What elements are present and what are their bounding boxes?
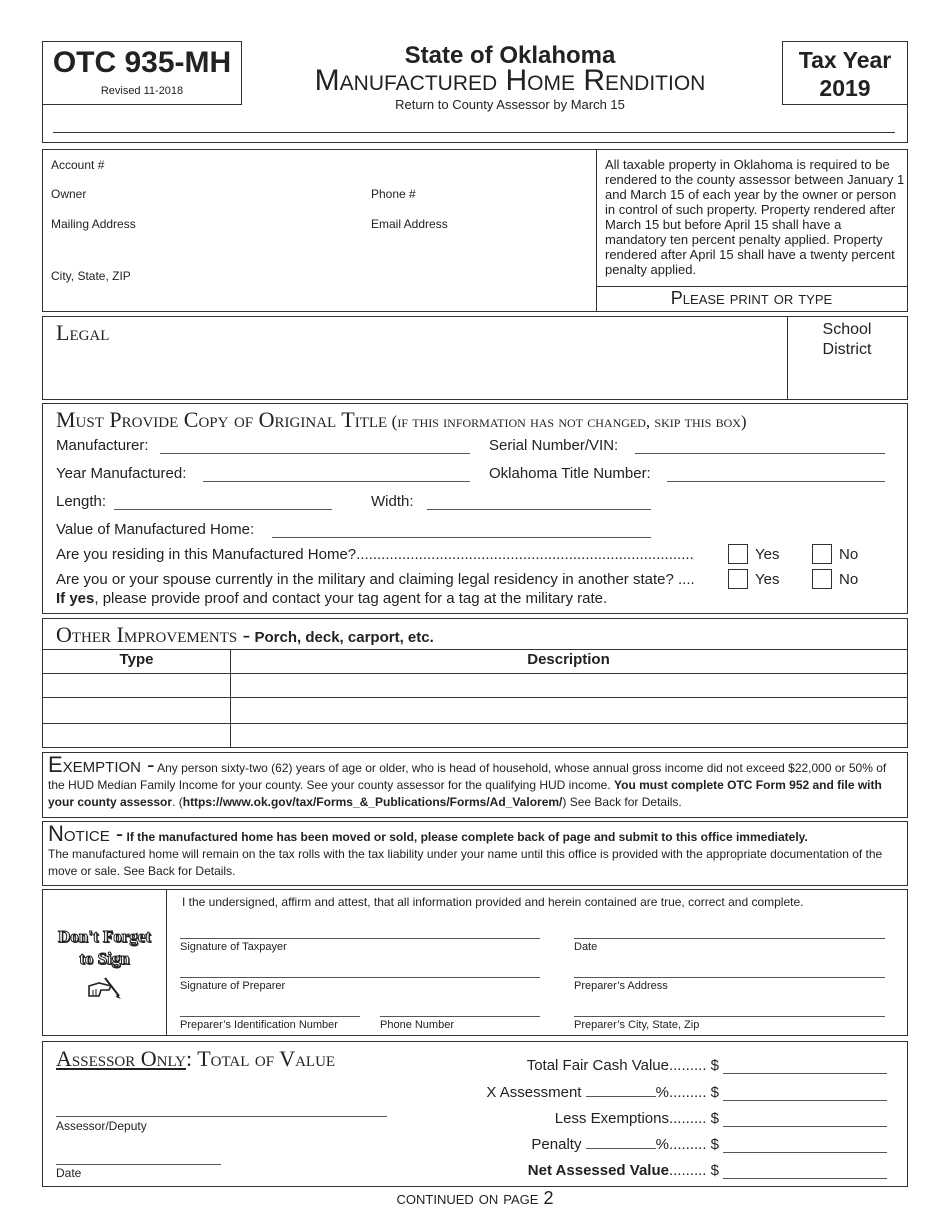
mailing-label: Mailing Address [51,217,136,231]
form-title: Manufactured Home Rendition [314,64,706,97]
manufacturer-label: Manufacturer: [56,437,149,454]
length-line [114,509,332,510]
penalty-line[interactable] [723,1152,887,1153]
deputy-label: Assessor/Deputy [56,1119,147,1133]
x-assessment-line[interactable] [723,1100,887,1101]
phone-line[interactable] [380,1016,540,1017]
fair-cash-label: Total Fair Cash Value......... $ [526,1057,719,1074]
col-desc-header: Description [527,651,610,668]
ok-title-label: Oklahoma Title Number: [489,465,651,482]
taxpayer-signature-line[interactable] [180,938,540,939]
less-exemptions-label: Less Exemptions......... $ [554,1110,719,1127]
improvements-heading [56,622,434,648]
legal-title: Legal [56,320,110,345]
assessor-date-line[interactable] [56,1164,221,1165]
legal-section [42,316,908,400]
preparer-id-line[interactable] [180,1016,360,1017]
value-line [272,537,651,538]
title-heading-note: (if this information has not changed, skip this box) [391,412,747,431]
state-name: State of Oklahoma [404,42,616,69]
assessor-heading [56,1046,335,1072]
city-label: City, State, ZIP [51,269,131,283]
width-line [427,509,651,510]
improvement-row[interactable] [43,724,907,746]
sign-reminder [43,926,166,970]
preparer-address-line[interactable] [574,977,885,978]
signature-section [42,889,908,1036]
preparer-signature-line[interactable] [180,977,540,978]
form-number: OTC 935-MH [52,46,232,79]
net-assessed-line[interactable] [723,1178,887,1179]
return-by: Return to County Assessor by March 15 [395,97,625,112]
less-exemptions-line[interactable] [723,1126,887,1127]
preparer-address-label: Preparer’s Address [574,980,668,992]
net-assessed-label: Net Assessed Value......... $ [527,1162,719,1179]
rendition-notice: All taxable property in Oklahoma is required to be rendered to the county assessor between January 1 and March 15 of each year by the owner or person in control of such property. Property rendered after March 15 but before April 15 shall have a mandatory ten percent penalty applied. Property rendered after April 15 shall have a twenty percent penalty applied. [605,157,905,277]
exemption-heading: Exemption - [48,752,155,777]
school-label-1: School [822,321,872,338]
military-yes-label: Yes [755,571,780,588]
exemption-section [42,752,908,818]
pen-hand-icon [85,974,125,1002]
value-label: Value of Manufactured Home: [56,521,255,538]
owner-label: Owner [51,187,87,201]
improvement-row[interactable] [43,698,907,722]
assessor-section [42,1041,908,1187]
phone-label: Phone # [371,187,416,201]
print-or-type: Please print or type [670,288,833,308]
title-section [42,403,908,614]
serial-line [635,453,885,454]
affirm-statement: I the undersigned, affirm and attest, that all information provided and herein contained are true, correct and complete. [182,895,804,909]
length-label: Length: [56,493,107,510]
improvements-note: Porch, deck, carport, etc. [254,629,434,646]
assessor-heading-underlined: Assessor Only [56,1046,186,1071]
school-label-2: District [822,341,872,358]
military-no-label: No [839,571,859,588]
residing-no-checkbox[interactable] [812,544,832,564]
military-no-checkbox[interactable] [812,569,832,589]
taxpayer-signature-label: Signature of Taxpayer [180,941,287,953]
forms-url[interactable]: https://www.ok.gov/tax/Forms_&_Publications/Forms/Ad_Valorem/ [182,795,563,809]
email-label: Email Address [371,217,448,231]
preparer-id-label: Preparer’s Identification Number [180,1019,338,1031]
residing-question: Are you residing in this Manufactured Home?................................................................................. [56,546,694,563]
revised-date: Revised 11-2018 [100,85,184,97]
phone-label: Phone Number [380,1019,454,1031]
width-label: Width: [371,493,414,510]
improvements-title: Other Improvements - [56,622,251,647]
exemption-text: Exemption - Any person sixty-two (62) years of age or older, who is head of household, whose annual gross income did not exceed $22,000 or 50% of the HUD Median Family Income for your county. See your county assessor for the qualifying HUD income. You must complete OTC Form 952 and file with your county assessor. (https://www.ok.gov/tax/Forms_&_Publications/Forms/Ad_Valorem/) See Back for Details. [48,752,887,809]
residing-yes-label: Yes [755,546,780,563]
preparer-city-label: Preparer’s City, State, Zip [574,1019,700,1031]
military-question: Are you or your spouse currently in the military and claiming legal residency in another state? .... [56,571,695,588]
col-type-header: Type [119,651,154,668]
reminder-line-2: to Sign [79,949,130,968]
year-line [203,481,470,482]
account-label: Account # [51,158,105,172]
assessor-heading-rest: : Total of Value [185,1046,336,1071]
assessor-date-label: Date [56,1166,82,1180]
manufacturer-line [160,453,470,454]
year-label: Year Manufactured: [56,465,187,482]
residing-no-label: No [839,546,859,563]
date-label: Date [574,941,598,953]
tax-year-box [782,41,908,105]
serial-label: Serial Number/VIN: [489,437,619,454]
fair-cash-line[interactable] [723,1073,887,1074]
military-yes-checkbox[interactable] [728,569,748,589]
notice-heading: Notice - [48,821,124,846]
date-line[interactable] [574,938,885,939]
header-underline-box [42,105,908,143]
penalty-label: Penalty %......... $ [531,1136,719,1153]
reminder-line-1: Don't Forget [57,927,151,946]
tax-year: 2019 [819,75,871,101]
preparer-signature-label: Signature of Preparer [180,980,286,992]
title-heading [56,407,747,433]
if-yes-bold: If yes [56,590,95,607]
deputy-line[interactable] [56,1116,387,1117]
tax-year-label: Tax Year [798,47,892,73]
preparer-city-line[interactable] [574,1016,885,1017]
notice-section [42,821,908,886]
if-yes-rest: , please provide proof and contact your tag agent for a tag at the military rate. [94,590,608,607]
title-heading-main: Must Provide Copy of Original Title [56,407,388,432]
x-assessment-label: X Assessment %......... $ [486,1084,719,1101]
notice-text: Notice - If the manufactured home has been moved or sold, please complete back of page and submit to this office immediately. The manufactured home will remain on the tax rolls with the tax liability under your name until this office is provided with the appropriate documentation of the move or sale. See Back for Details. [48,821,883,878]
ok-title-line [667,481,885,482]
continued-footer: continued on page 2 [396,1188,554,1208]
owner-section [42,149,908,312]
residing-yes-checkbox[interactable] [728,544,748,564]
if-yes-note [56,590,607,607]
improvements-section [42,618,908,748]
improvement-row[interactable] [43,674,907,696]
form-number-box [42,41,242,105]
